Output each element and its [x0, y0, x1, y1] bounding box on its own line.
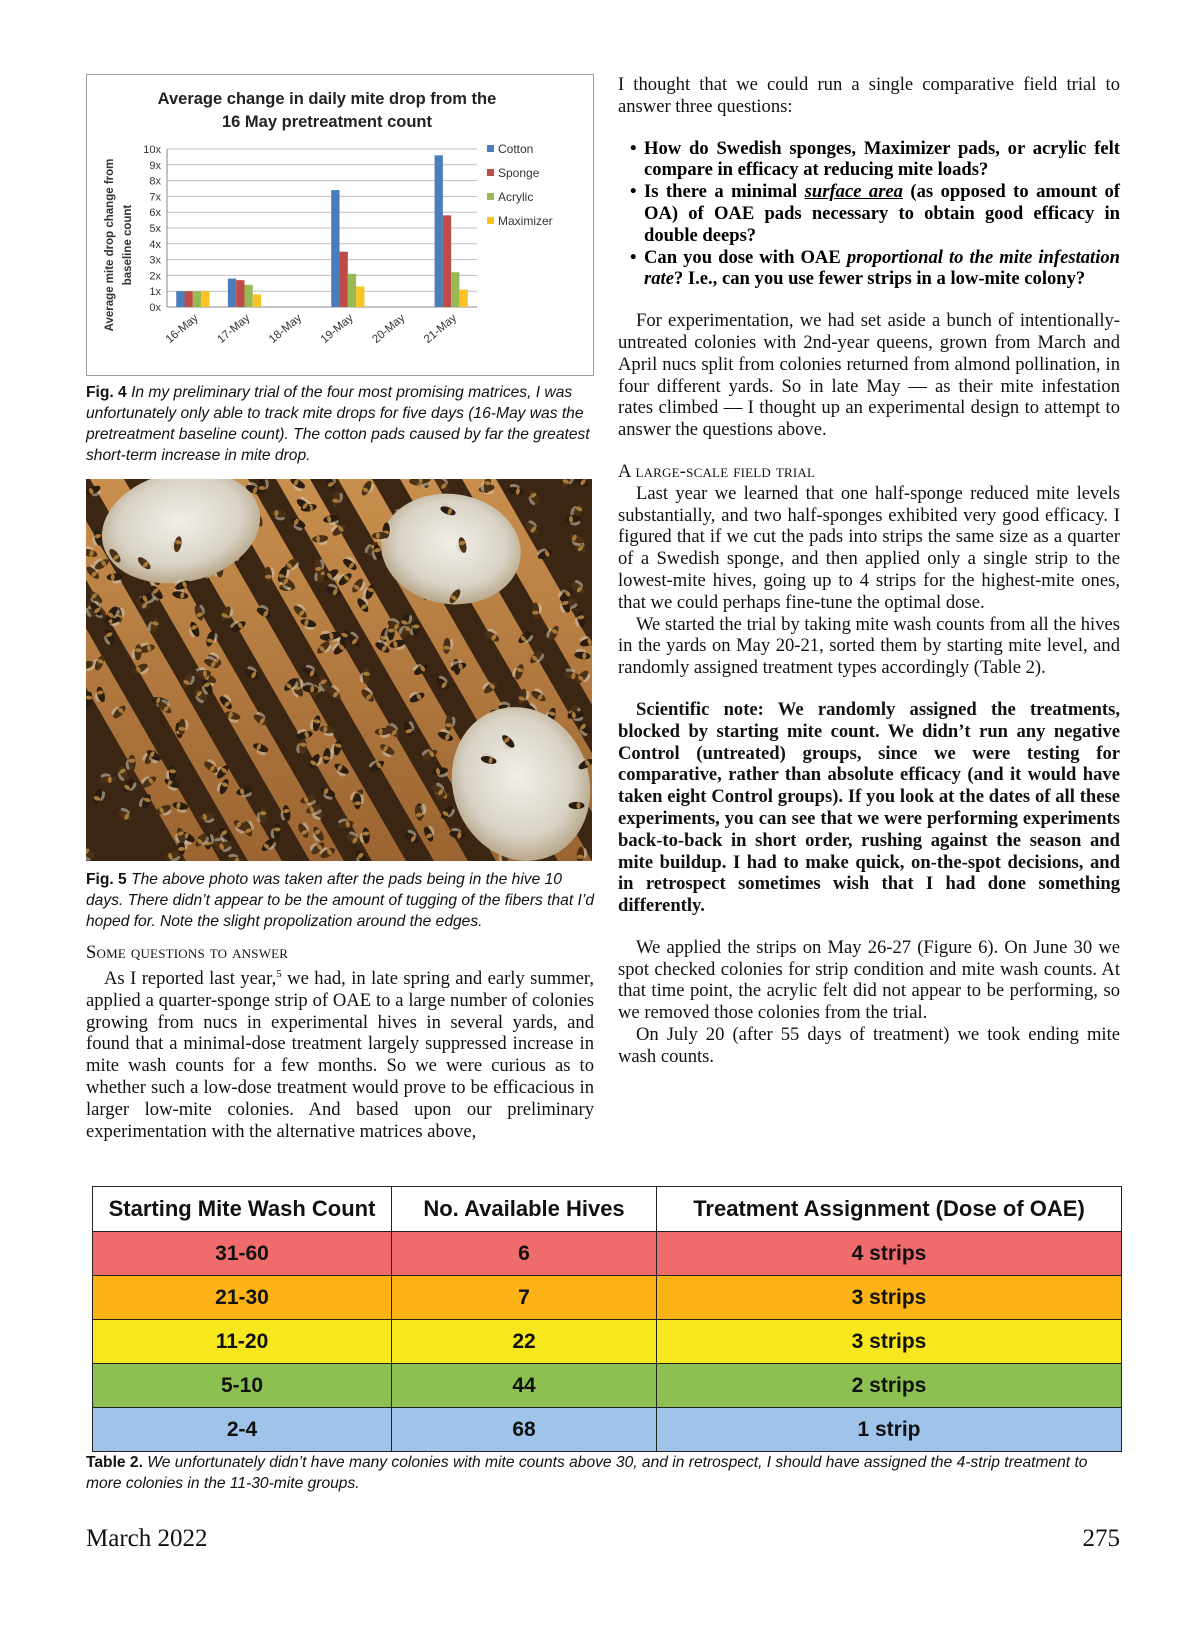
cell-starting-count: 11-20: [93, 1320, 392, 1364]
bar-cotton: [176, 291, 184, 307]
july-paragraph: On July 20 (after 55 days of treatment) we took ending mite wash counts.: [618, 1024, 1120, 1067]
legend-swatch: [487, 145, 494, 152]
q2-part-a: Is there a minimal: [644, 181, 805, 203]
table-row: [93, 1364, 1122, 1408]
left-paragraph: [86, 964, 594, 1143]
table-row: [93, 1408, 1122, 1452]
y-tick-label: 10x: [143, 144, 161, 156]
question-2: [632, 181, 1120, 246]
y-tick-label: 9x: [149, 159, 161, 172]
cell-available-hives: 7: [392, 1276, 657, 1320]
question-3: [632, 247, 1120, 291]
fig5-caption: [86, 869, 594, 932]
cell-treatment: 1 strip: [657, 1408, 1122, 1452]
y-tick-label: 3x: [149, 254, 161, 267]
legend-entry: Maximizer: [498, 214, 553, 228]
y-tick-label: 8x: [149, 175, 161, 188]
y-tick-label: 6x: [149, 207, 161, 220]
table-row: [93, 1232, 1122, 1276]
bar-acrylic: [451, 272, 459, 307]
bar-maximizer: [356, 286, 364, 307]
header-starting-count: Starting Mite Wash Count: [93, 1187, 392, 1232]
q3-part-b: ? I.e., can you use fewer strips in a low-mite colony?: [673, 268, 1086, 290]
cell-starting-count: 5-10: [93, 1364, 392, 1408]
q2-emphasis: surface area: [804, 181, 903, 203]
bar-sponge: [340, 252, 348, 307]
bar-sponge: [185, 291, 193, 307]
right-column: [618, 74, 1120, 1068]
fig4-caption: [86, 382, 594, 466]
fig5-photo: [86, 479, 592, 861]
cell-available-hives: 22: [392, 1320, 657, 1364]
bar-cotton: [228, 279, 236, 307]
bar-maximizer: [253, 294, 261, 307]
para1-part-a: As I reported last year,: [104, 967, 277, 989]
left-column: [86, 74, 594, 1142]
bar-sponge: [443, 215, 451, 307]
table2-caption: [86, 1452, 1126, 1494]
legend-swatch: [487, 217, 494, 224]
x-tick-label: 20-May: [370, 312, 408, 346]
q3-part-a: Can you dose with OAE: [644, 246, 847, 268]
question-1: • How do Swedish sponges, Maximizer pads, or acrylic felt compare in efficacy at reducing mite loads?: [632, 138, 1120, 182]
cell-treatment: 3 strips: [657, 1276, 1122, 1320]
scientific-note-paragraph: Scientific note: We randomly assigned the treatments, blocked by starting mite count. We didn’t run any negative Control (untreated) groups, since we were testing for comparative, rather than absolute efficacy (and it would have taken eight Control groups). If you look at the dates of all these experiments, you can see that we were performing experiments back-to-back in short order, rushing against the season and mite buildup. I had to make quick, on-the-spot decisions, and in retrospect sometimes wish that I had done something differently.: [618, 698, 1120, 917]
y-tick-label: 2x: [149, 270, 161, 283]
fig4-chart: [86, 74, 594, 376]
header-treatment: Treatment Assignment (Dose of OAE): [657, 1187, 1122, 1232]
cell-starting-count: 2-4: [93, 1408, 392, 1452]
fig4-label: Fig. 4: [86, 384, 127, 401]
x-tick-label: 16-May: [163, 312, 201, 346]
table-header-row: [93, 1187, 1122, 1232]
table2-caption-text: We unfortunately didn’t have many colonies with mite counts above 30, and in retrospect, I should have assigned the 4-strip treatment to more colonies in the 11-30-mite groups.: [86, 1454, 1088, 1492]
fig5-text: The above photo was taken after the pads being in the hive 10 days. There didn’t appear to be the amount of tugging of the fibers that I’d hoped for. Note the slight propolization around the edges.: [86, 871, 594, 930]
para1-part-b: we had, in late spring and early summer, applied a quarter-sponge strip of OAE to a large number of colonies growing from nucs in experimental hives in several yards, and found that a minimal-dose treatment largely suppressed increase in mite wash counts for a few months. So we were curious as to whether such a low-dose treatment would prove to be efficacious in larger low-mite colonies. And based upon our preliminary experimentation with the alternative matrices above,: [86, 967, 594, 1142]
applied-paragraph: We applied the strips on May 26-27 (Figure 6). On June 30 we spot checked colonies for strip condition and mite wash counts. At that time point, the acrylic felt did not appear to be performing, so we removed those colonies from the trial.: [618, 936, 1120, 1024]
bar-acrylic: [193, 291, 201, 307]
table-row: [93, 1320, 1122, 1364]
x-tick-label: 19-May: [318, 312, 356, 346]
legend-swatch: [487, 193, 494, 200]
table-2: [92, 1186, 1122, 1452]
cell-treatment: 3 strips: [657, 1320, 1122, 1364]
footnote-ref: 5: [276, 967, 282, 980]
bee-frame-image: [86, 479, 592, 861]
y-axis-label: Average mite drop change from: [104, 158, 116, 332]
y-axis-label: baseline count: [122, 204, 134, 286]
chart-title-line: Average change in daily mite drop from the: [157, 90, 497, 108]
chart-title-line: 16 May pretreatment count: [222, 113, 432, 131]
fig4-text: In my preliminary trial of the four most promising matrices, I was unfortunately only able to track mite drops for five days (16-May was the pretreatment baseline count). The cotton pads caused by far the greatest short-term increase in mite drop.: [86, 384, 590, 464]
question-list: [618, 138, 1120, 291]
bar-maximizer: [201, 291, 209, 307]
y-tick-label: 0x: [149, 302, 161, 314]
legend-swatch: [487, 169, 494, 176]
fig5-label: Fig. 5: [86, 871, 127, 888]
y-tick-label: 4x: [149, 238, 161, 251]
section-heading-field-trial: A large-scale field trial: [618, 460, 816, 482]
cell-treatment: 2 strips: [657, 1364, 1122, 1408]
started-paragraph: We started the trial by taking mite wash counts from all the hives in the yards on May 20-21, sorted them by starting mite level, and randomly assigned treatment types accordingly (Table 2).: [618, 613, 1120, 679]
section-heading-questions: Some questions to answer: [86, 942, 289, 963]
cell-available-hives: 6: [392, 1232, 657, 1276]
cell-starting-count: 31-60: [93, 1232, 392, 1276]
chart-svg: [87, 75, 593, 375]
bar-acrylic: [348, 274, 356, 307]
experimentation-paragraph: For experimentation, we had set aside a bunch of intentionally-untreated colonies with 2nd-year queens, grown from March and April nucs split from colonies returned from almond pollination, in four different yards. So in late May — as their mite infestation rates climbed — I thought up an experimental design to attempt to answer the questions above.: [618, 310, 1120, 441]
intro-paragraph: I thought that we could run a single comparative field trial to answer three questions:: [618, 74, 1120, 117]
cell-treatment: 4 strips: [657, 1232, 1122, 1276]
cell-available-hives: 68: [392, 1408, 657, 1452]
cell-starting-count: 21-30: [93, 1276, 392, 1320]
y-tick-label: 1x: [149, 286, 161, 299]
x-tick-label: 18-May: [266, 312, 305, 346]
bar-sponge: [236, 280, 244, 307]
table-row: [93, 1276, 1122, 1320]
bar-maximizer: [459, 290, 467, 307]
legend-entry: Acrylic: [498, 190, 534, 204]
bar-acrylic: [245, 285, 253, 307]
table2-caption-label: Table 2.: [86, 1454, 143, 1471]
bar-cotton: [331, 190, 339, 307]
q2-part-b: (as opposed to amount of OA) of OAE pads necessary to obtain good efficacy in double deeps?: [644, 181, 1120, 246]
legend-entry: Cotton: [498, 142, 534, 156]
footer-page-number: 275: [1082, 1525, 1120, 1552]
footer-date: March 2022: [86, 1525, 208, 1552]
x-tick-label: 17-May: [215, 312, 253, 346]
bar-cotton: [435, 155, 443, 307]
header-available-hives: No. Available Hives: [392, 1187, 657, 1232]
x-tick-label: 21-May: [421, 312, 460, 346]
legend-entry: Sponge: [498, 166, 540, 180]
y-tick-label: 7x: [149, 191, 161, 204]
q3-emphasis: proportional to the mite infestation rate: [644, 246, 1120, 290]
cell-available-hives: 44: [392, 1364, 657, 1408]
y-tick-label: 5x: [149, 223, 161, 235]
last-year-paragraph: Last year we learned that one half-sponge reduced mite levels substantially, and two half-sponges exhibited very good efficacy. I figured that if we cut the pads into strips the same size as a quarter of a Swedish sponge, and then applied only a single strip to the lowest-mite hives, going up to 4 strips for the highest-mite ones, that we could perhaps fine-tune the optimal dose.: [618, 482, 1120, 613]
